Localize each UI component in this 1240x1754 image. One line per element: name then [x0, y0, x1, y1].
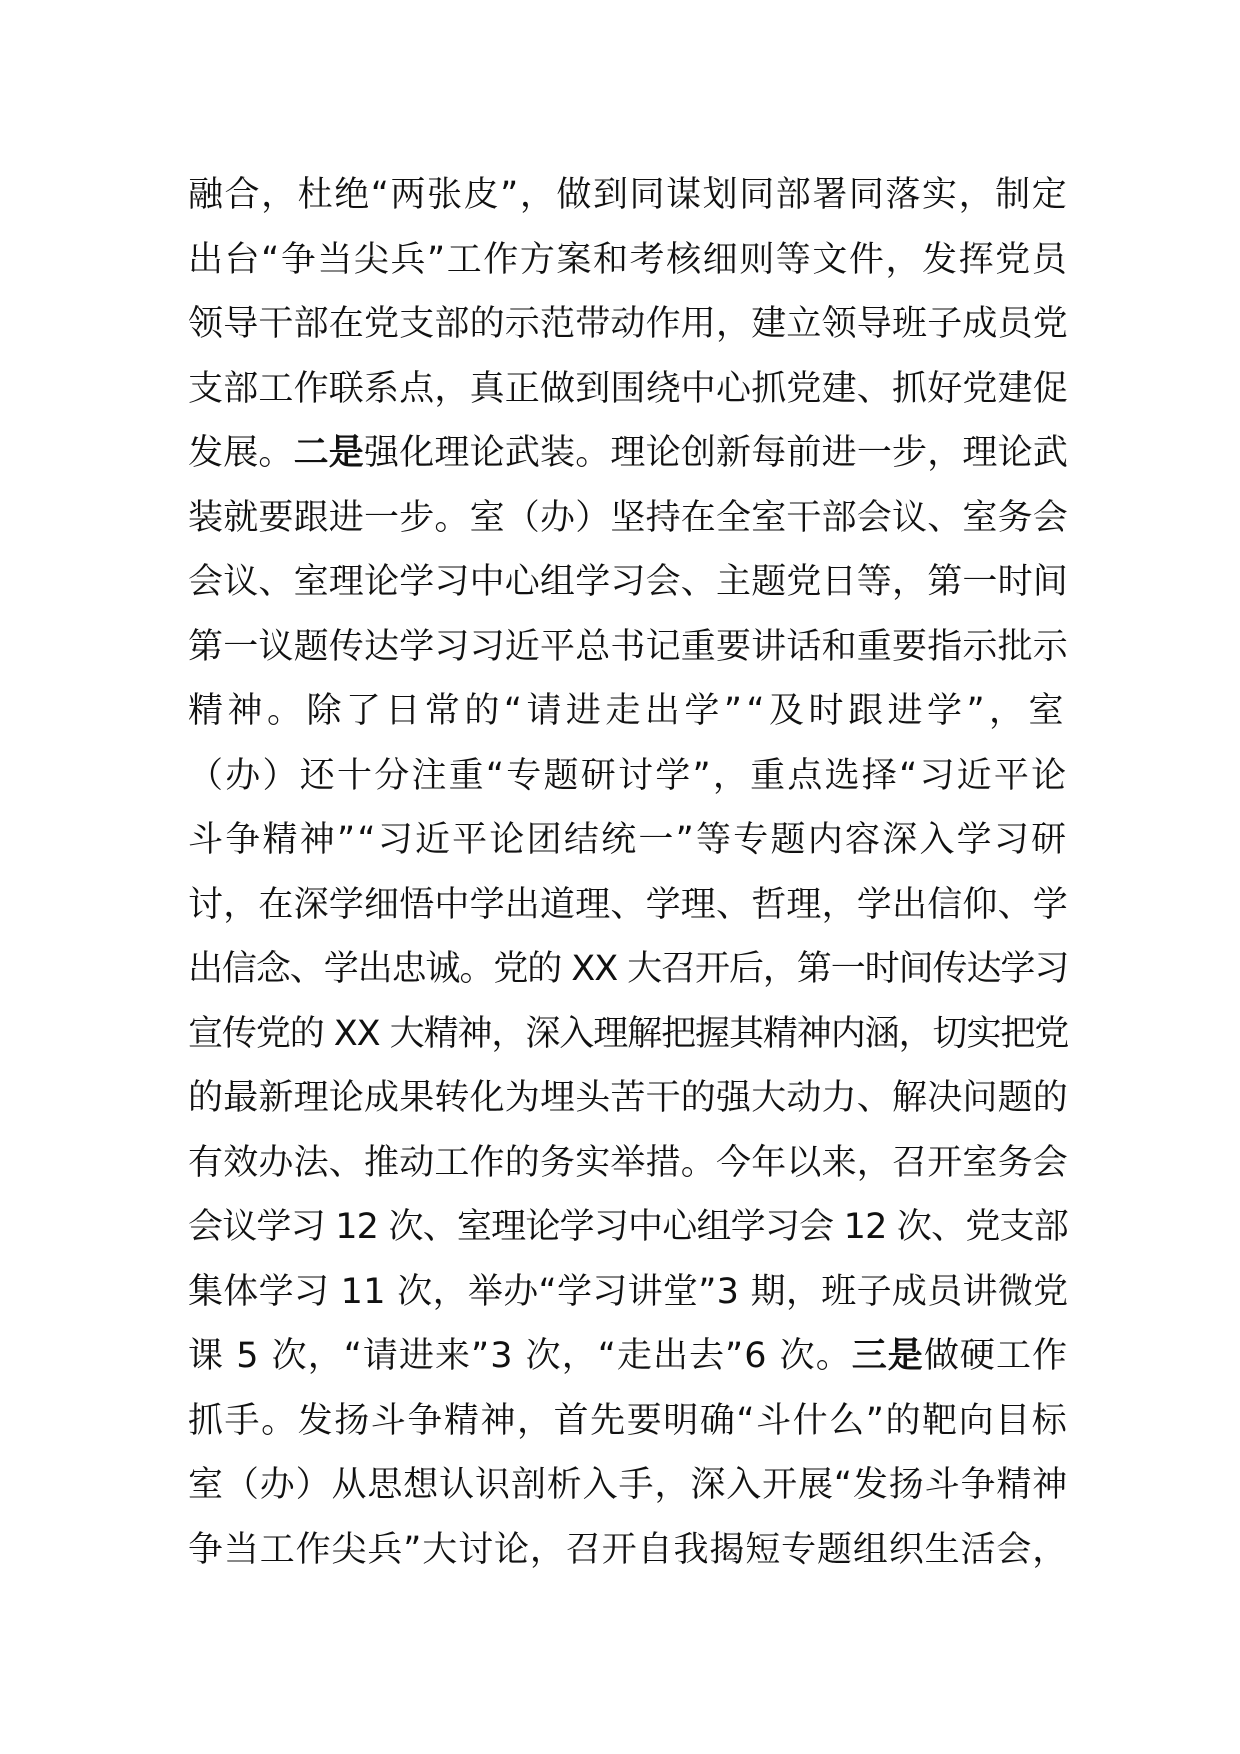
text-line: 集体学习 11 次，举办“学习讲堂”3 期，班子成员讲微党	[188, 1271, 1068, 1312]
text-line: 发展。二是强化理论武装。理论创新每前进一步，理论武	[188, 433, 1068, 473]
text-line: 的最新理论成果转化为埋头苦干的强大动力、解决问题的	[188, 1078, 1068, 1118]
bold-marker: 二是	[293, 433, 365, 473]
text-line: 斗争精神”“习近平论团结统一”等专题内容深入学习研	[188, 820, 1068, 860]
text-line: 抓手。发扬斗争精神，首先要明确“斗什么”的靶向目标	[188, 1400, 1068, 1441]
text-line: 有效办法、推动工作的务实举措。今年以来，召开室务会	[188, 1142, 1068, 1183]
text-line: 室（办）从思想认识剖析入手，深入开展“发扬斗争精神	[188, 1465, 1068, 1505]
bold-marker: 三是	[851, 1336, 924, 1376]
text-line: 出台“争当尖兵”工作方案和考核细则等文件，发挥党员	[188, 239, 1068, 280]
text-line: 精神。除了日常的“请进走出学”“及时跟进学”，室	[188, 691, 1068, 731]
text-line: 会议、室理论学习中心组学习会、主题党日等，第一时间	[188, 562, 1068, 602]
text-line: 会议学习 12 次、室理论学习中心组学习会 12 次、党支部	[188, 1207, 1068, 1247]
body-paragraph	[188, 163, 1068, 1582]
text-line: 争当工作尖兵”大讨论，召开自我揭短专题组织生活会，	[188, 1529, 1068, 1570]
text-line: （办）还十分注重“专题研讨学”，重点选择“习近平论	[188, 755, 1068, 796]
text-line: 领导干部在党支部的示范带动作用，建立领导班子成员党	[188, 304, 1068, 344]
text-line: 出信念、学出忠诚。党的 XX 大召开后，第一时间传达学习	[188, 949, 1068, 989]
text-line: 支部工作联系点，真正做到围绕中心抓党建、抓好党建促	[188, 368, 1068, 409]
text-line: 宣传党的 XX 大精神，深入理解把握其精神内涵，切实把党	[188, 1013, 1068, 1054]
text-line: 课 5 次，“请进来”3 次，“走出去”6 次。三是做硬工作	[188, 1336, 1068, 1376]
text-line: 第一议题传达学习习近平总书记重要讲话和重要指示批示	[188, 626, 1068, 667]
text-line: 装就要跟进一步。室（办）坚持在全室干部会议、室务会	[188, 497, 1068, 538]
text-line: 融合，杜绝“两张皮”，做到同谋划同部署同落实，制定	[188, 175, 1068, 215]
text-line: 讨，在深学细悟中学出道理、学理、哲理，学出信仰、学	[188, 884, 1068, 925]
